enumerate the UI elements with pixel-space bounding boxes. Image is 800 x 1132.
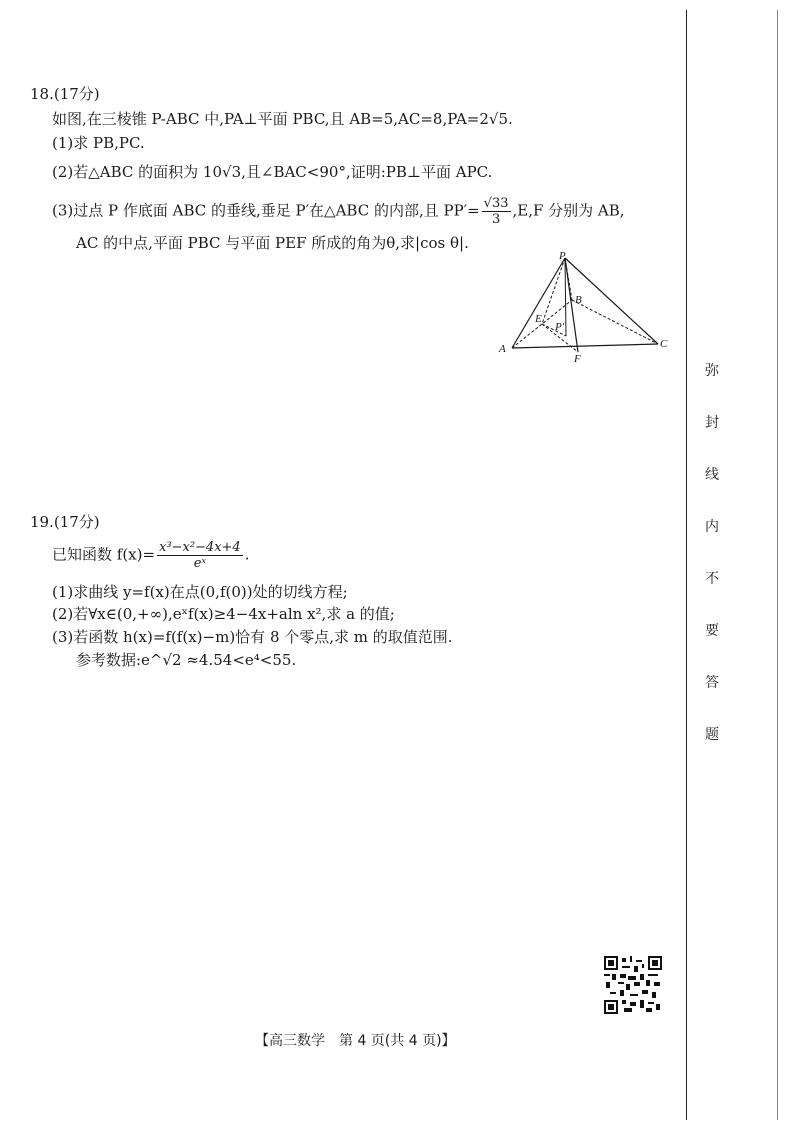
binding-line [686, 10, 687, 1120]
fraction-numerator: √33 [483, 196, 509, 211]
binding-char: 内 [705, 519, 719, 535]
q19-header: 19.(17分) [30, 513, 100, 531]
fraction-denominator: eˣ [193, 556, 207, 571]
q19-part2: (2)若∀x∈(0,+∞),eˣf(x)≥4−4x+aln x²,求 a 的值; [52, 605, 395, 623]
q18-part3-text-a: (3)过点 P 作底面 ABC 的垂线,垂足 P′在△ABC 的内部,且 PP′= [52, 201, 480, 220]
q19-stem-text-a: 已知函数 f(x)= [52, 545, 156, 564]
q19-stem-text-b: . [244, 545, 250, 564]
qr-code-icon [604, 956, 662, 1014]
q18-part3-fraction [482, 196, 511, 227]
tetrahedron-figure [490, 248, 670, 363]
q19-part1: (1)求曲线 y=f(x)在点(0,f(0))处的切线方程; [52, 583, 348, 601]
binding-warning-text [700, 360, 724, 776]
q18-part2: (2)若△ABC 的面积为 10√3,且∠BAC<90°,证明:PB⊥平面 APC. [52, 163, 493, 181]
binding-line-outer [777, 10, 778, 1120]
binding-char: 不 [705, 571, 719, 587]
label-E: E [535, 313, 542, 325]
binding-char: 线 [705, 467, 719, 483]
q19-reference-data: 参考数据:e^√2 ≈4.54<e⁴<55. [76, 651, 297, 669]
label-A: A [499, 343, 506, 355]
label-P: P [559, 250, 566, 262]
label-F: F [574, 353, 581, 363]
binding-char: 要 [705, 623, 719, 639]
binding-char: 答 [705, 675, 719, 691]
fraction-numerator: x³−x²−4x+4 [159, 540, 241, 555]
q19-part3: (3)若函数 h(x)=f(f(x)−m)恰有 8 个零点,求 m 的取值范围. [52, 628, 453, 646]
page-footer: 【高三数学 第 4 页(共 4 页)】 [255, 1033, 456, 1049]
label-B: B [575, 294, 582, 306]
label-P-prime: P′ [555, 321, 565, 333]
binding-char: 封 [705, 415, 719, 431]
q18-stem: 如图,在三棱锥 P-ABC 中,PA⊥平面 PBC,且 AB=5,AC=8,PA=2√5. [52, 110, 513, 128]
q19-fraction [157, 540, 243, 571]
q18-part3-text-b: ,E,F 分别为 AB, [512, 201, 625, 220]
q18-part1: (1)求 PB,PC. [52, 134, 145, 152]
q18-part3-line2: AC 的中点,平面 PBC 与平面 PEF 所成的角为θ,求|cos θ|. [76, 234, 469, 252]
binding-char: 弥 [705, 363, 719, 379]
fraction-denominator: 3 [491, 212, 501, 227]
q18-header: 18.(17分) [30, 85, 100, 103]
q18-part3-line1 [52, 196, 625, 227]
q19-stem [52, 540, 249, 571]
binding-char: 题 [705, 727, 719, 743]
label-C: C [660, 338, 668, 350]
